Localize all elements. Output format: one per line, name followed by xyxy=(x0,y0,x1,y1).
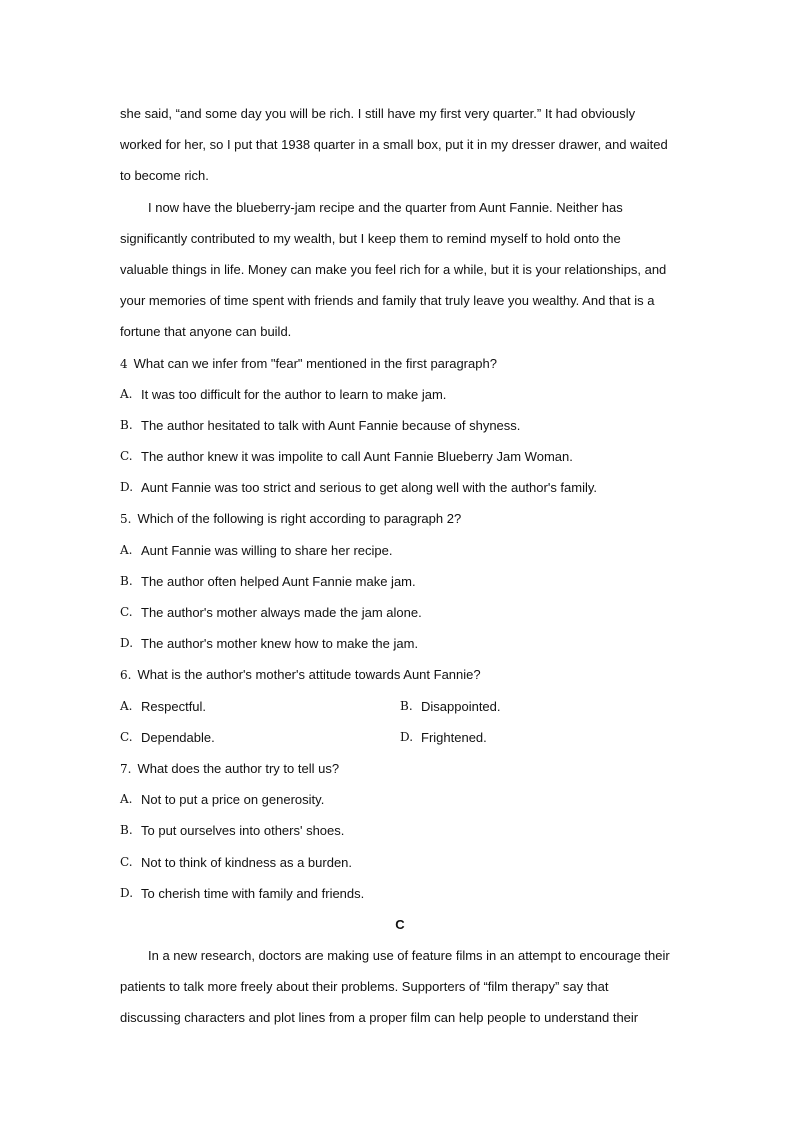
question-number: 7. xyxy=(120,761,132,776)
option-text: Respectful. xyxy=(141,698,207,714)
option-text: To cherish time with family and friends. xyxy=(141,885,365,901)
option-a xyxy=(120,379,680,410)
option-text: Frightened. xyxy=(421,729,487,745)
passage-line: worked for her, so I put that 1938 quarter in a small box, put it in my dresser drawer, and waited xyxy=(120,137,668,153)
option-text: The author often helped Aunt Fannie make jam. xyxy=(141,573,416,589)
option-row xyxy=(120,691,680,722)
option-row xyxy=(120,722,680,753)
option-c xyxy=(120,847,680,878)
option-label: A. xyxy=(120,698,133,713)
option-a xyxy=(120,691,400,722)
option-text: Disappointed. xyxy=(421,698,501,714)
option-d xyxy=(400,722,680,753)
option-a xyxy=(120,535,680,566)
passage-line: I now have the blueberry-jam recipe and the quarter from Aunt Fannie. Neither has xyxy=(148,199,623,215)
passage-line: In a new research, doctors are making use of feature films in an attempt to encourage their xyxy=(148,948,670,964)
option-label: A. xyxy=(120,542,133,557)
option-label: D. xyxy=(120,885,134,900)
question-number: 4 xyxy=(120,356,128,371)
option-b xyxy=(400,691,680,722)
option-label: C. xyxy=(120,449,133,464)
question-text: What does the author try to tell us? xyxy=(137,760,340,776)
option-text: The author knew it was impolite to call Aunt Fannie Blueberry Jam Woman. xyxy=(141,449,573,465)
option-label: C. xyxy=(120,729,133,744)
passage-line: patients to talk more freely about their problems. Supporters of “film therapy” say that xyxy=(120,979,609,995)
option-text: Not to think of kindness as a burden. xyxy=(141,854,353,870)
option-text: Not to put a price on generosity. xyxy=(141,792,325,808)
passage-line: fortune that anyone can build. xyxy=(120,324,292,340)
option-a xyxy=(120,784,680,815)
option-label: A. xyxy=(120,792,133,807)
question-6 xyxy=(120,659,680,690)
option-text: Aunt Fannie was too strict and serious to get along well with the author's family. xyxy=(141,480,598,496)
option-label: D. xyxy=(120,636,134,651)
option-label: C. xyxy=(120,605,133,619)
option-c xyxy=(120,441,680,472)
question-text: What can we infer from "fear" mentioned in the first paragraph? xyxy=(133,355,497,371)
option-d xyxy=(120,878,680,909)
option-text: The author's mother knew how to make the jam. xyxy=(141,636,419,652)
option-text: The author's mother always made the jam alone. xyxy=(141,605,422,620)
option-label: D. xyxy=(400,729,414,744)
option-b xyxy=(120,815,680,846)
option-label: B. xyxy=(120,417,133,432)
option-label: A. xyxy=(120,386,133,401)
passage-line: she said, “and some day you will be rich. I still have my first very quarter.” It had obviously xyxy=(120,106,636,121)
question-7 xyxy=(120,753,680,784)
passage-line: to become rich. xyxy=(120,168,209,184)
question-4 xyxy=(120,348,680,379)
question-text: Which of the following is right according to paragraph 2? xyxy=(137,511,462,527)
passage-line: valuable things in life. Money can make you feel rich for a while, but it is your relationships, and xyxy=(120,261,667,277)
option-label: D. xyxy=(120,480,134,495)
page-content xyxy=(120,98,680,1034)
question-number: 5. xyxy=(120,512,132,527)
section-heading: C xyxy=(395,916,405,932)
question-number: 6. xyxy=(120,668,132,683)
option-c xyxy=(120,597,680,628)
option-label: B. xyxy=(120,823,133,838)
option-d xyxy=(120,628,680,659)
option-label: C. xyxy=(120,854,133,869)
option-text: The author hesitated to talk with Aunt Fannie because of shyness. xyxy=(141,417,521,433)
option-text: To put ourselves into others' shoes. xyxy=(141,823,345,839)
passage-line: significantly contributed to my wealth, but I keep them to remind myself to hold onto the xyxy=(120,230,621,246)
option-b xyxy=(120,566,680,597)
option-text: Dependable. xyxy=(141,729,215,745)
passage-line: your memories of time spent with friends and family that truly leave you wealthy. And that is a xyxy=(120,293,655,309)
option-label: B. xyxy=(400,698,413,713)
question-text: What is the author's mother's attitude towards Aunt Fannie? xyxy=(137,667,481,683)
question-5 xyxy=(120,503,680,534)
option-text: Aunt Fannie was willing to share her recipe. xyxy=(141,542,393,558)
option-b xyxy=(120,410,680,441)
passage-line: discussing characters and plot lines from a proper film can help people to understand their xyxy=(120,1010,639,1026)
option-label: B. xyxy=(120,573,133,588)
option-d xyxy=(120,472,680,503)
option-text: It was too difficult for the author to learn to make jam. xyxy=(141,386,447,402)
option-c xyxy=(120,722,400,753)
